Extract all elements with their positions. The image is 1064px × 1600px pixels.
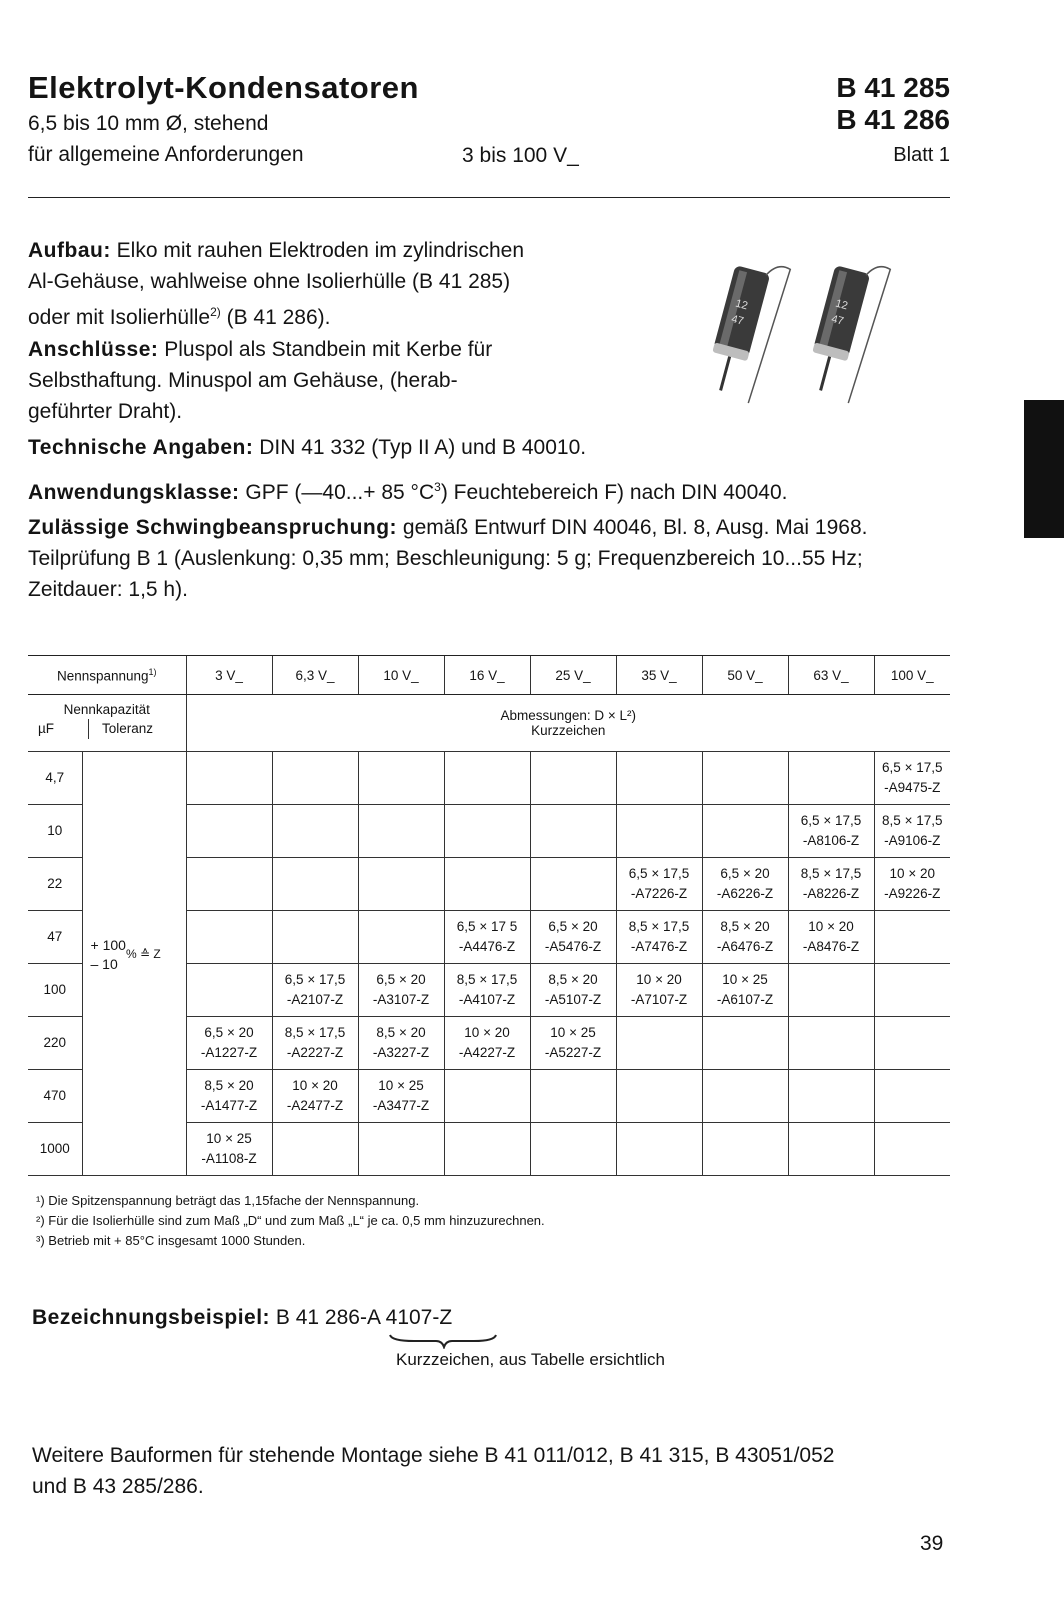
dim-label: Abmessungen: D × L²) (500, 708, 636, 723)
dimension-cell (272, 752, 358, 805)
table-row (28, 752, 950, 805)
header-divider (28, 197, 950, 198)
dimension-cell (702, 858, 788, 911)
dimension-cell (788, 964, 874, 1017)
kap-label: Nennkapazität (63, 701, 150, 717)
dimension-value: 8,5 × 20 (548, 972, 598, 987)
dimension-cell (616, 911, 702, 964)
order-code: -A2227-Z (286, 1045, 344, 1060)
dimension-cell (530, 858, 616, 911)
dimension-cell (616, 752, 702, 805)
dimension-cell (272, 1123, 358, 1176)
dimension-value: 6,5 × 17,5 (800, 813, 862, 828)
example-line (32, 1306, 452, 1330)
aufbau-label: Aufbau: (28, 239, 111, 262)
kurz-label: Kurzzeichen (531, 723, 606, 738)
thumb-index-tab (1024, 400, 1064, 538)
order-code: -A1108-Z (201, 1151, 257, 1166)
dimension-cell (788, 858, 874, 911)
capacitance-cell: 220 (28, 1017, 82, 1070)
further-line2: und B 43 285/286. (32, 1475, 204, 1498)
dimension-value: 8,5 × 17,5 (456, 972, 518, 987)
dimension-cell (616, 805, 702, 858)
dimension-cell (874, 964, 950, 1017)
dimension-cell (702, 1070, 788, 1123)
dimension-cell (358, 858, 444, 911)
dimension-value: 10 × 25 (206, 1131, 252, 1146)
dimension-cell (444, 911, 530, 964)
dimension-cell (272, 858, 358, 911)
voltage-col: 63 V_ (788, 656, 874, 695)
order-code: -A3107-Z (372, 992, 430, 1007)
svg-text:47: 47 (829, 313, 845, 328)
toleranz-label: Toleranz (102, 720, 154, 736)
anschluesse-line3: geführter Draht). (28, 400, 183, 423)
order-code: -A6476-Z (716, 939, 774, 954)
dimension-cell (186, 752, 272, 805)
dimension-cell (616, 964, 702, 1017)
dimension-value: 10 × 20 (464, 1025, 510, 1040)
aufbau-line3a: oder mit Isolierhülle (28, 306, 211, 329)
voltage-col: 10 V_ (358, 656, 444, 695)
example-note: Kurzzeichen, aus Tabelle ersichtlich (396, 1350, 665, 1369)
dimension-cell (186, 858, 272, 911)
voltage-col: 100 V_ (874, 656, 950, 695)
dimension-cell (874, 752, 950, 805)
aufbau-line2: Al-Gehäuse, wahlweise ohne Isolierhülle (B 41 285) (28, 270, 511, 293)
dimension-cell (616, 858, 702, 911)
voltage-col: 16 V_ (444, 656, 530, 695)
dimension-value: 10 × 20 (292, 1078, 338, 1093)
order-code: -A8106-Z (802, 833, 860, 848)
dimension-cell (530, 1070, 616, 1123)
capacitance-cell: 100 (28, 964, 82, 1017)
anw-text-b: ) Feuchtebereich F) nach DIN 40040. (440, 481, 788, 504)
order-code: -A2477-Z (286, 1098, 344, 1113)
order-code: -A9106-Z (884, 833, 941, 848)
dimension-cell (358, 1123, 444, 1176)
dimension-value: 8,5 × 17,5 (284, 1025, 346, 1040)
capacity-header-row (28, 695, 950, 752)
aufbau-section (28, 235, 968, 333)
dimension-value: 6,5 × 20 (720, 866, 770, 881)
svg-text:47: 47 (729, 313, 745, 328)
order-code: -A8226-Z (802, 886, 860, 901)
dimension-cell (788, 1070, 874, 1123)
anw-sup: 3 (434, 480, 441, 494)
svg-text:12: 12 (834, 297, 850, 313)
dimension-value: 8,5 × 20 (376, 1025, 426, 1040)
footnote-1 (36, 1193, 419, 1208)
dimension-cell (702, 964, 788, 1017)
dimension-cell (616, 1123, 702, 1176)
dimension-cell (272, 964, 358, 1017)
dimension-cell (444, 1017, 530, 1070)
dimension-cell (874, 911, 950, 964)
order-code: -A5107-Z (544, 992, 602, 1007)
dimension-cell (358, 805, 444, 858)
dimension-value: 6,5 × 17,5 (882, 760, 943, 775)
voltage-header-row (28, 656, 950, 695)
schwingbeanspruchung (28, 512, 968, 605)
brace-underline (388, 1333, 498, 1349)
aufbau-sup: 2) (210, 305, 221, 319)
dimension-value: 10 × 25 (722, 972, 768, 987)
order-code: -A4476-Z (458, 939, 516, 954)
subtitle-requirements: für allgemeine Anforderungen (28, 143, 304, 166)
dimension-value: 6,5 × 17,5 (628, 866, 690, 881)
anschluesse-line2: Selbsthaftung. Minuspol am Gehäuse, (herab- (28, 369, 458, 392)
dimension-cell (272, 1070, 358, 1123)
dimension-cell (530, 805, 616, 858)
dimension-value: 6,5 × 20 (376, 972, 426, 987)
aufbau-line1: Elko mit rauhen Elektroden im zylindrischen (116, 239, 525, 262)
order-code: -A7226-Z (630, 886, 688, 901)
order-code: -A1227-Z (200, 1045, 258, 1060)
dimension-cell (444, 805, 530, 858)
capacitance-cell: 10 (28, 805, 82, 858)
kapazitaet-header (28, 695, 186, 752)
tech-label: Technische Angaben: (28, 436, 254, 459)
capacitance-cell: 4,7 (28, 752, 82, 805)
anschluesse-label: Anschlüsse: (28, 338, 159, 361)
dimension-cell (702, 1123, 788, 1176)
order-code: -A6226-Z (716, 886, 774, 901)
order-code: -A4107-Z (458, 992, 516, 1007)
example-code: B 41 286-A 4107-Z (275, 1306, 453, 1329)
dimension-cell (530, 1017, 616, 1070)
anwendungsklasse (28, 472, 968, 508)
dimension-value: 6,5 × 20 (548, 919, 598, 934)
dimension-cell (186, 911, 272, 964)
page-number: 39 (920, 1532, 944, 1555)
dimension-cell (444, 964, 530, 1017)
dimension-cell (358, 1017, 444, 1070)
svg-text:12: 12 (734, 297, 750, 313)
dimensions-header (186, 695, 950, 752)
dimension-cell (186, 805, 272, 858)
dimension-cell (358, 964, 444, 1017)
dimension-cell (272, 911, 358, 964)
dimension-cell (788, 1123, 874, 1176)
dimension-cell (186, 1070, 272, 1123)
dimension-cell (186, 1123, 272, 1176)
dimension-cell (702, 911, 788, 964)
dimension-cell (530, 964, 616, 1017)
table-body (28, 752, 950, 1176)
dimension-cell (358, 752, 444, 805)
dimension-value: 8,5 × 17,5 (800, 866, 862, 881)
dimension-cell (358, 911, 444, 964)
dimension-value: 8,5 × 20 (204, 1078, 254, 1093)
order-code: -A3477-Z (372, 1098, 430, 1113)
dimension-cell (702, 805, 788, 858)
tolerance-cell (82, 752, 186, 1176)
dimension-cell (530, 752, 616, 805)
dimension-cell (530, 911, 616, 964)
order-code: -A9475-Z (884, 780, 941, 795)
dimension-value: 6,5 × 17 5 (456, 919, 518, 934)
part-number-1: B 41 285 (836, 72, 950, 103)
order-code: -A3227-Z (372, 1045, 430, 1060)
dimension-value: 8,5 × 17,5 (628, 919, 690, 934)
footnote-3 (36, 1233, 305, 1248)
order-code: -A5476-Z (544, 939, 602, 954)
nennspannung-header (28, 656, 186, 695)
nenn-sup: 1) (148, 666, 157, 677)
footnote-text: Die Spitzenspannung beträgt das 1,15fache der Nennspannung. (48, 1193, 420, 1208)
schw-line2: Teilprüfung B 1 (Auslenkung: 0,35 mm; Beschleunigung: 5 g; Frequenzbereich 10...55 Hz; (28, 547, 863, 570)
voltage-range: 3 bis 100 V_ (462, 144, 579, 167)
part-number-2: B 41 286 (836, 104, 950, 135)
dimension-cell (616, 1017, 702, 1070)
dimension-value: 8,5 × 20 (720, 919, 770, 934)
dimension-cell (186, 964, 272, 1017)
schw-label: Zulässige Schwingbeanspruchung: (28, 516, 398, 539)
voltage-col: 3 V_ (186, 656, 272, 695)
dimension-cell (186, 1017, 272, 1070)
order-code: -A6107-Z (716, 992, 774, 1007)
order-code: -A1477-Z (200, 1098, 258, 1113)
order-code: -A7107-Z (630, 992, 688, 1007)
example-label: Bezeichnungsbeispiel: (32, 1306, 271, 1329)
capacitor-table (28, 656, 950, 1176)
capacitance-cell: 470 (28, 1070, 82, 1123)
dimension-cell (874, 1123, 950, 1176)
voltage-col: 6,3 V_ (272, 656, 358, 695)
dimension-cell (358, 1070, 444, 1123)
capacitance-cell: 47 (28, 911, 82, 964)
order-code: -A4227-Z (458, 1045, 516, 1060)
order-code: -A8476-Z (802, 939, 860, 954)
dimension-cell (444, 1070, 530, 1123)
tolerance-plus: + 100 (90, 937, 126, 953)
dimension-value: 10 × 25 (378, 1078, 424, 1093)
dimension-value: 6,5 × 20 (204, 1025, 254, 1040)
voltage-col: 35 V_ (616, 656, 702, 695)
capacitance-cell: 1000 (28, 1123, 82, 1176)
dimension-cell (272, 1017, 358, 1070)
dimension-cell (874, 805, 950, 858)
page-title: Elektrolyt-Kondensatoren (28, 70, 419, 105)
anw-text-a: GPF (—40...+ 85 °C (245, 481, 435, 504)
dimension-cell (874, 1017, 950, 1070)
voltage-col: 25 V_ (530, 656, 616, 695)
dimension-cell (788, 805, 874, 858)
nenn-label: Nennspannung (56, 668, 149, 684)
order-code: -A9226-Z (884, 886, 941, 901)
tolerance-minus: – 10 (90, 956, 118, 972)
uf-label: µF (38, 720, 55, 736)
footnote-mark: ¹) (36, 1193, 45, 1208)
footnote-text: Für die Isolierhülle sind zum Maß „D“ und zum Maß „L“ je ca. 0,5 mm hinzuzurechnen. (48, 1213, 545, 1228)
dimension-cell (788, 752, 874, 805)
order-code: -A7476-Z (630, 939, 688, 954)
order-code: -A5227-Z (544, 1045, 602, 1060)
schw-line3: Zeitdauer: 1,5 h). (28, 578, 188, 601)
technische-angaben (28, 432, 968, 463)
footnote-mark: ²) (36, 1213, 45, 1228)
footnote-mark: ³) (36, 1233, 45, 1248)
dimension-value: 10 × 20 (889, 866, 935, 881)
sheet-number: Blatt 1 (893, 144, 950, 166)
capacitance-cell: 22 (28, 858, 82, 911)
dimension-cell (788, 1017, 874, 1070)
footnote-2 (36, 1213, 545, 1228)
anschluesse-section (28, 334, 968, 427)
dimension-value: 10 × 20 (636, 972, 682, 987)
voltage-col: 50 V_ (702, 656, 788, 695)
schw-text: gemäß Entwurf DIN 40046, Bl. 8, Ausg. Mai 1968. (402, 516, 868, 539)
anschluesse-line1: Pluspol als Standbein mit Kerbe für (164, 338, 493, 361)
footnote-text: Betrieb mit + 85°C insgesamt 1000 Stunden. (48, 1233, 306, 1248)
dimension-cell (444, 752, 530, 805)
dimension-cell (272, 805, 358, 858)
anw-label: Anwendungsklasse: (28, 481, 240, 504)
dimension-cell (444, 1123, 530, 1176)
dimension-cell (788, 911, 874, 964)
dimension-cell (702, 752, 788, 805)
dimension-cell (530, 1123, 616, 1176)
tolerance-suffix: % ≙ Z (125, 947, 161, 961)
dimension-cell (444, 858, 530, 911)
dimension-cell (874, 1070, 950, 1123)
dimension-cell (874, 858, 950, 911)
dimension-value: 8,5 × 17,5 (882, 813, 943, 828)
dimension-cell (702, 1017, 788, 1070)
dimension-value: 6,5 × 17,5 (284, 972, 346, 987)
tech-text: DIN 41 332 (Typ II A) und B 40010. (259, 436, 587, 459)
dimension-cell (616, 1070, 702, 1123)
further-line1: Weitere Bauformen für stehende Montage siehe B 41 011/012, B 41 315, B 43051/052 (32, 1444, 835, 1467)
subtitle-size: 6,5 bis 10 mm Ø, stehend (28, 112, 269, 135)
dimension-value: 10 × 25 (550, 1025, 596, 1040)
aufbau-line3b: (B 41 286). (220, 306, 331, 329)
dimension-value: 10 × 20 (808, 919, 854, 934)
order-code: -A2107-Z (286, 992, 344, 1007)
